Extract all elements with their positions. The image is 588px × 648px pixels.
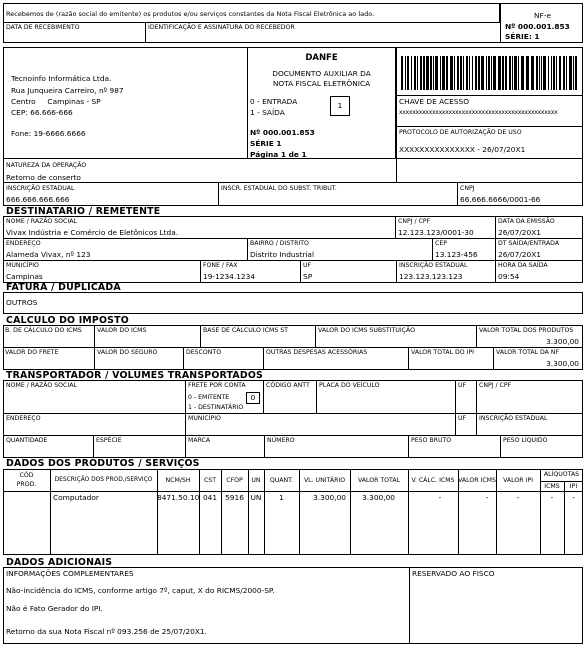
barcode-bar xyxy=(569,56,572,90)
dest-bairro: Distrito Industrial xyxy=(250,250,315,259)
transp-ie-label: INSCRIÇÃO ESTADUAL xyxy=(479,415,548,422)
p-un: UN xyxy=(250,493,262,502)
transp-nome-label: NOME / RAZÃO SOCIAL xyxy=(6,382,77,389)
p-vu: 3.300,00 xyxy=(313,493,346,502)
dest-saida: 26/07/20X1 xyxy=(498,250,541,259)
barcode-bar xyxy=(417,56,418,90)
barcode-bar xyxy=(514,56,517,90)
h-un: UN xyxy=(251,477,261,484)
barcode-bar xyxy=(454,56,455,90)
barcode-bar xyxy=(526,56,529,90)
h-aipi: IPI xyxy=(569,483,578,490)
bc-icms-label: B. DE CÁLCULO DO ICMS xyxy=(5,327,82,334)
barcode-bar xyxy=(498,56,501,90)
dest-bairro-label: BAIRRO / DISTRITO xyxy=(250,240,309,247)
p-ncm: 8471.50.10 xyxy=(157,493,200,502)
dest-uf-label: UF xyxy=(303,262,312,269)
v-nf: 3.300,00 xyxy=(546,359,579,368)
dest-hora: 09:54 xyxy=(498,272,520,281)
emitente-nome: Tecnoinfo Informática Ltda. xyxy=(11,74,112,83)
dest-cnpj-label: CNPJ / CPF xyxy=(398,218,431,225)
transp-quantidade-label: QUANTIDADE xyxy=(6,437,48,444)
transp-peso-bruto-label: PESO BRUTO xyxy=(411,437,452,444)
transp-cnpj-label: CNPJ / CPF xyxy=(479,382,512,389)
p-aipi: - xyxy=(572,493,575,502)
fatura-box xyxy=(3,292,583,314)
ie-label: INSCRIÇÃO ESTADUAL xyxy=(6,185,75,192)
barcode-bar xyxy=(430,56,432,90)
h-vicms: VALOR ICMS xyxy=(458,477,496,484)
barcode-bar xyxy=(442,56,445,90)
danfe-pagina: Página 1 de 1 xyxy=(250,150,307,159)
danfe-linha2: NOTA FISCAL ELETRÔNICA xyxy=(272,79,371,88)
transp-numero-label: NÚMERO xyxy=(267,437,295,444)
barcode-bar xyxy=(559,56,561,90)
barcode-bar xyxy=(472,56,473,90)
h-bc: V. CÁLC. ICMS xyxy=(411,477,455,484)
barcode-bar xyxy=(566,56,567,90)
h-vu: VL. UNITÁRIO xyxy=(303,477,346,484)
cnpj-emit-valor: 66.666.6666/0001-66 xyxy=(460,195,541,204)
barcode-bar xyxy=(575,56,577,90)
chave-valor: xxxxxxxxxxxxxxxxxxxxxxxxxxxxxxxxxxxxxxxxxxxxxxxx xyxy=(399,109,558,116)
dest-ie: 123.123.123.123 xyxy=(399,272,463,281)
natureza-valor: Retorno de conserto xyxy=(6,173,81,182)
danfe-serie: SÉRIE 1 xyxy=(250,139,282,148)
barcode-bar xyxy=(505,56,507,90)
identificacao-label: IDENTIFICAÇÃO E ASSINATURA DO RECEBEDOR xyxy=(148,24,295,31)
transp-municipio-label: MUNICÍPIO xyxy=(188,415,221,422)
danfe-entrada: 0 - ENTRADA xyxy=(250,97,298,106)
natureza-label: NATUREZA DA OPERAÇÃO xyxy=(6,162,87,169)
h-vt: VALOR TOTAL xyxy=(357,477,401,484)
barcode-bar xyxy=(457,56,459,90)
transp-frete-destinatario: 1 - DESTINATÁRIO xyxy=(188,404,244,411)
dest-endereco: Alameda Vivax, nº 123 xyxy=(6,250,91,259)
info-linha3: Retorno da sua Nota Fiscal nº 093.256 de 25/07/20X1. xyxy=(6,627,207,636)
p-aicms: - xyxy=(550,493,554,502)
barcode-bar xyxy=(539,56,540,90)
canhoto-nfe-label: NF-e xyxy=(534,11,551,20)
barcode-bar xyxy=(551,56,552,90)
barcode-bar xyxy=(543,56,546,90)
v-icms-label: VALOR DO ICMS xyxy=(97,327,147,334)
dest-uf-box xyxy=(300,260,397,283)
dest-cnpj: 12.123.123/0001-30 xyxy=(398,228,474,237)
outras-label: OUTRAS DESPESAS ACESSÓRIAS xyxy=(266,349,368,356)
fatura-titulo: FATURA / DUPLICADA xyxy=(6,282,121,293)
fisco-label: RESERVADO AO FISCO xyxy=(412,569,495,578)
fatura-valor: OUTROS xyxy=(6,298,38,307)
barcode-bar xyxy=(556,56,557,90)
barcode-bar xyxy=(478,56,480,90)
p-vipi: - xyxy=(516,493,520,502)
dest-uf: SP xyxy=(303,272,313,281)
canhoto-serie: SÉRIE: 1 xyxy=(505,32,540,41)
info-linha1: Não-incidência do ICMS, conforme artigo 7º, caput, X do RICMS/2000-SP. xyxy=(6,586,275,595)
p-cfop: 5916 xyxy=(225,493,244,502)
transp-uf-label: UF xyxy=(458,382,467,389)
dest-nome-label: NOME / RAZÃO SOCIAL xyxy=(6,218,77,225)
barcode-bar xyxy=(541,56,542,90)
barcode-bar xyxy=(463,56,464,90)
bc-st-label: BASE DE CÁLCULO ICMS ST xyxy=(203,327,288,334)
transp-placa-label: PLACA DO VEÍCULO xyxy=(319,382,380,389)
danfe-tipo: 1 xyxy=(337,101,343,110)
barcode-bar xyxy=(401,56,403,90)
info-complementares-label: INFORMAÇÕES COMPLEMENTARES xyxy=(6,569,134,578)
canhoto-numero: Nº 000.001.853 xyxy=(505,22,570,31)
barcode-bar xyxy=(521,56,524,90)
barcode-bar xyxy=(488,56,490,90)
h-desc: DESCRIÇÃO DOS PROD./SERVIÇO xyxy=(54,477,153,483)
barcode-bar xyxy=(420,56,422,90)
dest-cep-label: CEP xyxy=(435,240,447,247)
transp-frete-valor: 0 xyxy=(250,393,256,402)
h-cfop: CFOP xyxy=(226,477,243,484)
barcode-bar xyxy=(493,56,496,90)
transp-municipio-box xyxy=(185,413,456,436)
h-aliq: ALÍQUOTAS xyxy=(543,471,580,478)
p-vt: 3.300,00 xyxy=(362,493,395,502)
h-cod1: CÓD xyxy=(19,472,34,479)
adicionais-titulo: DADOS ADICIONAIS xyxy=(6,557,113,568)
h-aicms: ICMS xyxy=(544,483,560,490)
barcode-bar xyxy=(405,56,406,90)
produtos-titulo: DADOS DOS PRODUTOS / SERVIÇOS xyxy=(6,458,200,469)
barcode-bar xyxy=(460,56,462,90)
barcode-bar xyxy=(446,56,448,90)
frete-label: VALOR DO FRETE xyxy=(5,349,59,356)
h-vipi: VALOR IPI xyxy=(503,477,533,484)
emitente-bairro-cidade: Centro Campinas - SP xyxy=(11,97,101,106)
dest-emissao: 26/07/20X1 xyxy=(498,228,541,237)
barcode-bar xyxy=(475,56,477,90)
barcode-bar xyxy=(433,56,434,90)
seguro-label: VALOR DO SEGURO xyxy=(97,349,158,356)
barcode-bar xyxy=(548,56,549,90)
dest-saida-label: DT SAÍDA/ENTRADA xyxy=(498,240,560,247)
destinatario-titulo: DESTINATÁRIO / REMETENTE xyxy=(6,206,161,217)
dest-municipio: Campinas xyxy=(6,272,43,281)
emitente-endereco: Rua Junqueira Carreiro, nº 987 xyxy=(11,86,124,95)
info-linha2: Não é Fato Gerador do IPI. xyxy=(6,604,103,613)
desconto-label: DESCONTO xyxy=(186,349,222,356)
barcode-bar xyxy=(423,56,425,90)
barcode-bar xyxy=(553,56,555,90)
transp-peso-liquido-label: PESO LÍQUIDO xyxy=(503,437,548,444)
barcode-bar xyxy=(481,56,484,90)
danfe-numero: Nº 000.001.853 xyxy=(250,128,315,137)
barcode-bar xyxy=(518,56,519,90)
barcode-bar xyxy=(491,56,492,90)
cnpj-emit-label: CNPJ xyxy=(460,185,475,192)
barcode-bar xyxy=(407,56,409,90)
transp-frete-emitente: 0 - EMITENTE xyxy=(188,394,230,401)
barcode-bar xyxy=(411,56,412,90)
dest-nome: Vivax Indústria e Comércio de Eletônicos Ltda. xyxy=(6,228,179,237)
v-nf-label: VALOR TOTAL DA NF xyxy=(496,349,560,356)
p-vicms: - xyxy=(485,493,489,502)
barcode-bar xyxy=(486,56,487,90)
data-recebimento-label: DATA DE RECEBIMENTO xyxy=(6,24,80,31)
barcode-bar xyxy=(502,56,504,90)
barcode-bar xyxy=(536,56,538,90)
transp-uf2-label: UF xyxy=(458,415,467,422)
protocolo-label: PROTOCOLO DE AUTORIZAÇÃO DE USO xyxy=(399,129,522,136)
col-div xyxy=(564,481,565,555)
dest-endereco-label: ENDEREÇO xyxy=(6,240,41,247)
dest-municipio-label: MUNICÍPIO xyxy=(6,262,39,269)
transp-antt-label: CÓDIGO ANTT xyxy=(266,382,310,389)
dest-fone: 19-1234.1234 xyxy=(203,272,256,281)
aliquota-divider xyxy=(540,481,583,482)
emitente-fone: Fone: 19-6666.6666 xyxy=(11,129,86,138)
h-qt: QUANT. xyxy=(269,477,294,484)
v-prod-label: VALOR TOTAL DOS PRODUTOS xyxy=(479,327,574,334)
p-desc: Computador xyxy=(53,493,99,502)
chave-label: CHAVE DE ACESSO xyxy=(399,97,470,106)
canhoto-texto: Recebemos de (razão social do emitente) os produtos e/ou serviços constantes da Nota Fiscal Eletrônica ao lado. xyxy=(6,10,375,18)
protocolo-valor: XXXXXXXXXXXXXXX - 26/07/20X1 xyxy=(399,145,526,154)
h-ncm: NCM/SH xyxy=(165,477,191,484)
barcode-bar xyxy=(466,56,468,90)
h-cod2: PROD. xyxy=(16,481,37,488)
barcode-bar xyxy=(512,56,513,90)
barcode-image xyxy=(401,56,577,90)
p-qt: 1 xyxy=(279,493,284,502)
v-st-label: VALOR DO ICMS SUBSTITUIÇÃO xyxy=(318,327,415,334)
ipi-label: VALOR TOTAL DO IPI xyxy=(411,349,475,356)
barcode-bar xyxy=(414,56,416,90)
barcode-bar xyxy=(531,56,534,90)
p-cst: 041 xyxy=(202,493,218,502)
barcode-bar xyxy=(573,56,574,90)
natureza-right-box xyxy=(396,158,583,183)
h-cst: CST xyxy=(203,477,217,484)
barcode-bar xyxy=(440,56,441,90)
barcode-bar xyxy=(563,56,565,90)
barcode-bar xyxy=(509,56,511,90)
danfe-saida: 1 - SAÍDA xyxy=(250,108,285,117)
danfe-titulo: DANFE xyxy=(305,53,338,63)
barcode-bar xyxy=(435,56,438,90)
dest-emissao-label: DATA DA EMISSÃO xyxy=(498,218,555,225)
transp-endereco-label: ENDEREÇO xyxy=(6,415,41,422)
emitente-cep: CEP: 66.666-666 xyxy=(11,108,73,117)
dest-cep: 13.123-456 xyxy=(435,250,478,259)
transp-titulo: TRANSPORTADOR / VOLUMES TRANSPORTADOS xyxy=(6,370,263,381)
transp-marca-label: MARCA xyxy=(188,437,211,444)
dest-ie-label: INSCRIÇÃO ESTADUAL xyxy=(399,262,468,269)
imposto-titulo: CALCULO DO IMPOSTO xyxy=(6,315,129,326)
ie-st-label: INSCR. ESTADUAL DO SUBST. TRIBUT. xyxy=(221,185,337,192)
ie-valor: 666.666.666.666 xyxy=(6,195,70,204)
dest-hora-label: HORA DA SAÍDA xyxy=(498,262,548,269)
dest-fone-label: FONE / FAX xyxy=(203,262,238,269)
barcode-bar xyxy=(450,56,453,90)
barcode-bar xyxy=(469,56,470,90)
p-bc: - xyxy=(438,493,442,502)
transp-especie-label: ESPÉCIE xyxy=(96,437,122,444)
transp-frete-label: FRETE POR CONTA xyxy=(188,382,246,389)
v-prod: 3.300,00 xyxy=(546,337,579,346)
fisco-box xyxy=(409,567,583,644)
danfe-linha1: DOCUMENTO AUXILIAR DA xyxy=(272,69,371,78)
barcode-bar xyxy=(426,56,429,90)
